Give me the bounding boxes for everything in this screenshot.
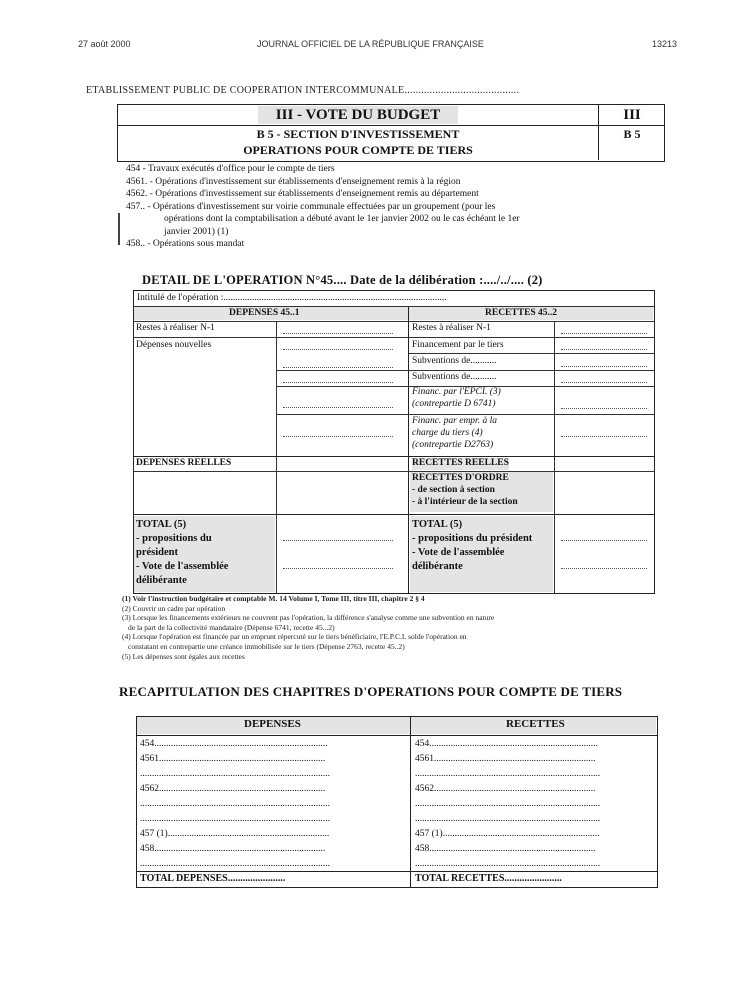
rec-epci-2: (contrepartie D 6741): [412, 399, 496, 409]
footnote-4: (4) Lorsque l'opération est financée par un emprunt répercuté sur le tiers bénéficiaire, l'E.P.C.I. solde l'opération en: [122, 632, 467, 642]
recettes-header: RECETTES 45..2: [485, 308, 558, 318]
account-454: 454 - Travaux exécutés d'office pour le compte de tiers: [126, 164, 335, 174]
account-458: 458.. - Opérations sous mandat: [126, 239, 245, 249]
dep-total-4: - Vote de l'assemblée: [136, 561, 229, 572]
detail-table: [133, 290, 655, 594]
recap-right-row: ..............................................................................: [415, 814, 601, 824]
footnote-2: (2) Couvrir un cadre par opération: [122, 603, 226, 613]
recap-right-row: 457 (1)..................................................................: [415, 829, 600, 839]
account-457-cont-1: opérations dont la comptabilisation a débuté avant le 1er janvier 2002 ou le cas échéant le 1er: [164, 214, 520, 224]
recap-total-depenses: TOTAL DEPENSES.......................: [140, 873, 286, 884]
dep-total-3: président: [136, 547, 178, 558]
rec-total-4: délibérante: [412, 561, 463, 572]
account-457-cont-2: janvier 2001) (1): [164, 226, 229, 237]
footnote-3-cont: de la part de la collectivité mandataire (Dépense 6741, recette 45...2): [128, 622, 335, 632]
intitule-operation: Intitulé de l'opération :..............................................................................................: [137, 293, 447, 303]
title-section-code: B 5: [623, 127, 641, 141]
recap-right-row: 454.......................................................................: [415, 739, 598, 749]
dep-restes: Restes à réaliser N-1: [136, 323, 215, 333]
account-4562: 4562. - Opérations d'investissement sur établissements d'enseignement remis au département: [126, 189, 479, 199]
dep-reelles: DEPENSES REELLES: [136, 458, 232, 468]
recap-left-row: ................................................................................: [140, 814, 330, 824]
recap-right-row: ..............................................................................: [415, 769, 601, 779]
recap-depenses-header: DEPENSES: [244, 718, 301, 730]
rec-subventions-2: Subventions de...........: [412, 372, 497, 382]
rec-empr-2: charge du tiers (4): [412, 428, 483, 438]
header-journal: JOURNAL OFFICIEL DE LA RÉPUBLIQUE FRANÇAISE: [257, 39, 484, 49]
footnote-4-cont: constatant en contrepartie une créance immobilisée sur le tiers (Dépense 2763, recette 45..2): [128, 641, 405, 651]
title-section: B 5 - SECTION D'INVESTISSEMENT: [256, 127, 460, 141]
rec-reelles: RECETTES REELLES: [412, 458, 509, 468]
rec-financement: Financement par le tiers: [412, 340, 504, 350]
rec-total-3: - Vote de l'assemblée: [412, 547, 505, 558]
recap-title: RECAPITULATION DES CHAPITRES D'OPERATIONS POUR COMPTE DE TIERS: [119, 684, 623, 699]
rec-subventions-1: Subventions de...........: [412, 356, 497, 366]
establishment-line: ETABLISSEMENT PUBLIC DE COOPERATION INTERCOMMUNALE.........................................: [86, 85, 520, 96]
recap-right-rows: [415, 737, 653, 872]
rec-ordre-2: - de section à section: [412, 485, 495, 495]
recap-left-row: 4561......................................................................: [140, 754, 326, 764]
dep-total-5: délibérante: [136, 575, 187, 586]
account-457: 457.. - Opérations d'investissement sur voirie communale effectuées par un groupement (pour les: [126, 201, 496, 212]
recap-right-row: ..............................................................................: [415, 859, 601, 869]
rec-total-2: - propositions du président: [412, 533, 533, 544]
recap-recettes-header: RECETTES: [506, 718, 565, 730]
recap-left-row: ................................................................................: [140, 859, 330, 869]
recap-left-row: ................................................................................: [140, 769, 330, 779]
title-main-code: III: [623, 107, 641, 123]
account-4561: 4561. - Opérations d'investissement sur établissements d'enseignement remis à la région: [126, 176, 461, 187]
recap-right-row: ..............................................................................: [415, 799, 601, 809]
recap-right-row: 4562....................................................................: [415, 784, 596, 794]
rec-ordre-1: RECETTES D'ORDRE: [412, 473, 509, 483]
title-box: [117, 104, 665, 162]
rec-restes: Restes à réaliser N-1: [412, 323, 491, 333]
recap-left-row: 458........................................................................: [140, 844, 326, 854]
recap-right-row: 458......................................................................: [415, 844, 596, 854]
header-page-number: 13213: [652, 39, 678, 49]
header-date: 27 août 2000: [78, 39, 131, 49]
title-main: III - VOTE DU BUDGET: [258, 106, 458, 124]
footnote-3: (3) Lorsque les financements extérieurs ne couvrent pas l'opération, la différence s'analyse comme une subvention en nature: [122, 613, 495, 623]
footnote-5: (5) Les dépenses sont égales aux recettes: [122, 651, 245, 661]
rec-empr-1: Financ. par empr. à la: [412, 416, 497, 426]
dep-total-1: TOTAL (5): [136, 519, 187, 530]
depenses-header: DEPENSES 45..1: [229, 308, 300, 318]
footnote-1: (1) Voir l'instruction budgétaire et comptable M. 14 Volume I, Tome III, titre III, chapitre 2 § 4: [122, 594, 425, 603]
rec-empr-3: (contrepartie D2763): [412, 440, 494, 450]
dep-nouvelles: Dépenses nouvelles: [136, 340, 212, 350]
recap-right-row: 4561....................................................................: [415, 754, 596, 764]
recap-left-rows: [140, 737, 406, 872]
recap-left-row: ................................................................................: [140, 799, 330, 809]
rec-ordre-3: - à l'intérieur de la section: [412, 497, 518, 507]
recap-left-row: 4562......................................................................: [140, 784, 326, 794]
title-subtitle: OPERATIONS POUR COMPTE DE TIERS: [243, 143, 473, 157]
dep-total-2: - propositions du: [136, 533, 212, 544]
recap-table: [136, 716, 658, 888]
footnotes: [122, 594, 662, 661]
recap-total-recettes: TOTAL RECETTES.......................: [415, 873, 562, 884]
recap-left-row: 454.........................................................................: [140, 739, 328, 749]
account-list: [126, 163, 646, 251]
rec-total-1: TOTAL (5): [412, 519, 463, 530]
recap-left-row: 457 (1)....................................................................: [140, 829, 330, 839]
detail-title: DETAIL DE L'OPERATION N°45.... Date de la délibération :..../../.... (2): [142, 273, 543, 287]
rec-epci-1: Financ. par l'EPCI. (3): [412, 387, 501, 397]
